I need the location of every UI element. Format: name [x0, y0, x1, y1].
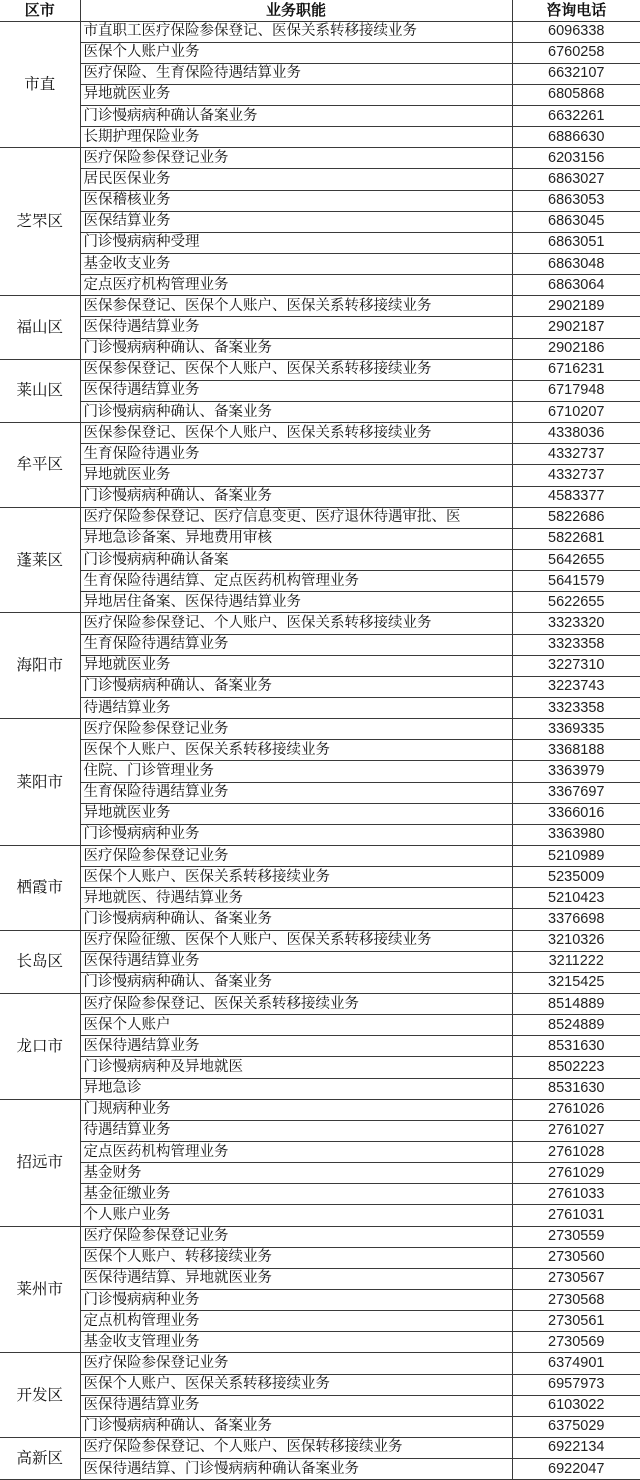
table-row: [0, 148, 640, 169]
phone-cell: 2902187: [512, 317, 640, 338]
table-row: [0, 528, 640, 549]
phone-cell: 3210326: [512, 930, 640, 951]
phone-cell: 2730561: [512, 1311, 640, 1332]
function-cell: 门规病种业务: [80, 1099, 512, 1120]
function-cell: 异地居住备案、医保待遇结算业务: [80, 592, 512, 613]
function-cell: 医保稽核业务: [80, 190, 512, 211]
function-cell: 医保待遇结算、异地就医业务: [80, 1268, 512, 1289]
table-row: [0, 486, 640, 507]
phone-cell: 2761026: [512, 1099, 640, 1120]
function-cell: 医保待遇结算、门诊慢病病种确认备案业务: [80, 1459, 512, 1480]
phone-cell: 5822681: [512, 528, 640, 549]
phone-cell: 2761029: [512, 1163, 640, 1184]
district-cell: 开发区: [0, 1353, 80, 1438]
phone-cell: 5641579: [512, 571, 640, 592]
district-cell: 莱阳市: [0, 719, 80, 846]
table-row: [0, 634, 640, 655]
phone-cell: 6632107: [512, 63, 640, 84]
function-cell: 医保待遇结算业务: [80, 1036, 512, 1057]
phone-cell: 3367697: [512, 782, 640, 803]
function-cell: 异地就医业务: [80, 655, 512, 676]
phone-cell: 6760258: [512, 42, 640, 63]
function-cell: 长期护理保险业务: [80, 127, 512, 148]
phone-cell: 3323358: [512, 698, 640, 719]
function-cell: 住院、门诊管理业务: [80, 761, 512, 782]
phone-cell: 6805868: [512, 84, 640, 105]
table-row: [0, 909, 640, 930]
phone-cell: 3368188: [512, 740, 640, 761]
table-row: [0, 845, 640, 866]
function-cell: 门诊慢病病种确认、备案业务: [80, 909, 512, 930]
phone-cell: 2761028: [512, 1141, 640, 1162]
district-cell: 栖霞市: [0, 845, 80, 930]
table-row: [0, 1459, 640, 1480]
phone-cell: 6863053: [512, 190, 640, 211]
table-row: [0, 338, 640, 359]
phone-cell: 6886630: [512, 127, 640, 148]
phone-cell: 3363979: [512, 761, 640, 782]
table-row: [0, 63, 640, 84]
table-row: [0, 867, 640, 888]
function-cell: 医保参保登记、医保个人账户、医保关系转移接续业务: [80, 296, 512, 317]
header-district: 区市: [0, 0, 80, 21]
district-cell: 莱山区: [0, 359, 80, 422]
function-cell: 基金收支管理业务: [80, 1332, 512, 1353]
district-cell: 牟平区: [0, 423, 80, 508]
phone-cell: 5622655: [512, 592, 640, 613]
table-row: [0, 1099, 640, 1120]
district-cell: 市直: [0, 21, 80, 148]
district-cell: 莱州市: [0, 1226, 80, 1353]
function-cell: 异地就医业务: [80, 803, 512, 824]
function-cell: 居民医保业务: [80, 169, 512, 190]
table-row: [0, 42, 640, 63]
table-row: [0, 592, 640, 613]
phone-cell: 4338036: [512, 423, 640, 444]
table-row: [0, 993, 640, 1014]
district-cell: 海阳市: [0, 613, 80, 719]
function-cell: 医保个人账户: [80, 1015, 512, 1036]
phone-cell: 4332737: [512, 444, 640, 465]
function-cell: 异地就医业务: [80, 465, 512, 486]
table-row: [0, 1332, 640, 1353]
function-cell: 医保个人账户业务: [80, 42, 512, 63]
function-cell: 门诊慢病病种业务: [80, 824, 512, 845]
function-cell: 生育保险待遇结算业务: [80, 634, 512, 655]
function-cell: 生育保险待遇业务: [80, 444, 512, 465]
phone-cell: 6863051: [512, 232, 640, 253]
function-cell: 门诊慢病病种受理: [80, 232, 512, 253]
table-row: [0, 402, 640, 423]
phone-cell: 8514889: [512, 993, 640, 1014]
table-row: [0, 1205, 640, 1226]
phone-cell: 6957973: [512, 1374, 640, 1395]
phone-cell: 2761027: [512, 1120, 640, 1141]
phone-cell: 8502223: [512, 1057, 640, 1078]
table-row: [0, 740, 640, 761]
phone-cell: 3376698: [512, 909, 640, 930]
function-cell: 定点机构管理业务: [80, 1311, 512, 1332]
phone-cell: 2730569: [512, 1332, 640, 1353]
phone-cell: 3366016: [512, 803, 640, 824]
table-row: [0, 444, 640, 465]
district-cell: 高新区: [0, 1437, 80, 1479]
table-row: [0, 719, 640, 740]
function-cell: 医保个人账户、转移接续业务: [80, 1247, 512, 1268]
phone-cell: 8524889: [512, 1015, 640, 1036]
function-cell: 生育保险待遇结算、定点医药机构管理业务: [80, 571, 512, 592]
function-cell: 异地急诊备案、异地费用审核: [80, 528, 512, 549]
phone-cell: 6863027: [512, 169, 640, 190]
phone-cell: 4583377: [512, 486, 640, 507]
phone-cell: 2761033: [512, 1184, 640, 1205]
table-row: [0, 1437, 640, 1458]
phone-cell: 4332737: [512, 465, 640, 486]
phone-cell: 6717948: [512, 380, 640, 401]
phone-cell: 6863064: [512, 275, 640, 296]
phone-cell: 8531630: [512, 1078, 640, 1099]
table-row: [0, 930, 640, 951]
phone-cell: 3211222: [512, 951, 640, 972]
function-cell: 门诊慢病病种确认、备案业务: [80, 1416, 512, 1437]
table-row: [0, 1057, 640, 1078]
function-cell: 医疗保险、生育保险待遇结算业务: [80, 63, 512, 84]
district-cell: 长岛区: [0, 930, 80, 993]
phone-cell: 3323358: [512, 634, 640, 655]
function-cell: 市直职工医疗保险参保登记、医保关系转移接续业务: [80, 21, 512, 42]
function-cell: 基金收支业务: [80, 254, 512, 275]
table-row: [0, 1247, 640, 1268]
table-row: [0, 550, 640, 571]
table-row: [0, 190, 640, 211]
phone-cell: 3215425: [512, 972, 640, 993]
table-body: [0, 21, 640, 1480]
function-cell: 医疗保险参保登记业务: [80, 719, 512, 740]
function-cell: 医保待遇结算业务: [80, 951, 512, 972]
phone-cell: 6922134: [512, 1437, 640, 1458]
table-row: [0, 824, 640, 845]
function-cell: 医保参保登记、医保个人账户、医保关系转移接续业务: [80, 423, 512, 444]
phone-cell: 6374901: [512, 1353, 640, 1374]
table-row: [0, 106, 640, 127]
function-cell: 医疗保险参保登记业务: [80, 1353, 512, 1374]
table-header-row: [0, 0, 640, 21]
function-cell: 医疗保险参保登记业务: [80, 1226, 512, 1247]
table-row: [0, 698, 640, 719]
function-cell: 基金征缴业务: [80, 1184, 512, 1205]
function-cell: 门诊慢病病种确认备案: [80, 550, 512, 571]
function-cell: 医保个人账户、医保关系转移接续业务: [80, 740, 512, 761]
table-row: [0, 380, 640, 401]
table-row: [0, 803, 640, 824]
table-row: [0, 782, 640, 803]
header-phone: 咨询电话: [512, 0, 640, 21]
table-row: [0, 275, 640, 296]
function-cell: 医保个人账户、医保关系转移接续业务: [80, 867, 512, 888]
function-cell: 医保参保登记、医保个人账户、医保关系转移接续业务: [80, 359, 512, 380]
function-cell: 基金财务: [80, 1163, 512, 1184]
phone-cell: 2730560: [512, 1247, 640, 1268]
district-cell: 龙口市: [0, 993, 80, 1099]
function-cell: 医疗保险参保登记、医疗信息变更、医疗退休待遇审批、医: [80, 507, 512, 528]
table-row: [0, 888, 640, 909]
table-row: [0, 296, 640, 317]
table-row: [0, 507, 640, 528]
district-cell: 芝罘区: [0, 148, 80, 296]
function-cell: 待遇结算业务: [80, 698, 512, 719]
phone-cell: 6632261: [512, 106, 640, 127]
phone-cell: 2730567: [512, 1268, 640, 1289]
phone-cell: 5235009: [512, 867, 640, 888]
function-cell: 定点医疗机构管理业务: [80, 275, 512, 296]
phone-cell: 3363980: [512, 824, 640, 845]
table-row: [0, 761, 640, 782]
function-cell: 医保待遇结算业务: [80, 317, 512, 338]
phone-cell: 2902186: [512, 338, 640, 359]
table-row: [0, 1141, 640, 1162]
phone-cell: 6716231: [512, 359, 640, 380]
phone-cell: 6863045: [512, 211, 640, 232]
district-cell: 福山区: [0, 296, 80, 359]
function-cell: 医疗保险参保登记、医保关系转移接续业务: [80, 993, 512, 1014]
function-cell: 医疗保险参保登记、个人账户、医保转移接续业务: [80, 1437, 512, 1458]
district-cell: 蓬莱区: [0, 507, 80, 613]
function-cell: 医保结算业务: [80, 211, 512, 232]
table-row: [0, 254, 640, 275]
table-row: [0, 1353, 640, 1374]
function-cell: 门诊慢病病种确认、备案业务: [80, 402, 512, 423]
table-row: [0, 1184, 640, 1205]
table-row: [0, 423, 640, 444]
function-cell: 医疗保险参保登记、个人账户、医保关系转移接续业务: [80, 613, 512, 634]
phone-cell: 3323320: [512, 613, 640, 634]
table-row: [0, 1120, 640, 1141]
table-row: [0, 1374, 640, 1395]
function-cell: 门诊慢病病种确认备案业务: [80, 106, 512, 127]
phone-cell: 5210423: [512, 888, 640, 909]
function-cell: 生育保险待遇结算业务: [80, 782, 512, 803]
table-row: [0, 1226, 640, 1247]
function-cell: 异地就医业务: [80, 84, 512, 105]
table-row: [0, 169, 640, 190]
table-row: [0, 127, 640, 148]
table-row: [0, 359, 640, 380]
table-row: [0, 211, 640, 232]
function-cell: 医保个人账户、医保关系转移接续业务: [80, 1374, 512, 1395]
phone-cell: 6375029: [512, 1416, 640, 1437]
phone-cell: 6863048: [512, 254, 640, 275]
table-row: [0, 1163, 640, 1184]
function-cell: 门诊慢病病种确认、备案业务: [80, 972, 512, 993]
table-row: [0, 951, 640, 972]
phone-cell: 2761031: [512, 1205, 640, 1226]
function-cell: 门诊慢病病种业务: [80, 1289, 512, 1310]
district-cell: 招远市: [0, 1099, 80, 1226]
table-row: [0, 465, 640, 486]
function-cell: 门诊慢病病种确认、备案业务: [80, 338, 512, 359]
function-cell: 个人账户业务: [80, 1205, 512, 1226]
function-cell: 门诊慢病病种及异地就医: [80, 1057, 512, 1078]
table-row: [0, 1289, 640, 1310]
phone-cell: 3227310: [512, 655, 640, 676]
table-row: [0, 1078, 640, 1099]
table-row: [0, 317, 640, 338]
phone-cell: 2902189: [512, 296, 640, 317]
phone-cell: 5210989: [512, 845, 640, 866]
function-cell: 异地就医、待遇结算业务: [80, 888, 512, 909]
phone-cell: 6096338: [512, 21, 640, 42]
phone-cell: 5642655: [512, 550, 640, 571]
function-cell: 医疗保险参保登记业务: [80, 148, 512, 169]
phone-cell: 3369335: [512, 719, 640, 740]
table-row: [0, 1268, 640, 1289]
table-row: [0, 1416, 640, 1437]
phone-cell: 3223743: [512, 676, 640, 697]
phone-cell: 6922047: [512, 1459, 640, 1480]
header-function: 业务职能: [80, 0, 512, 21]
phone-cell: 6103022: [512, 1395, 640, 1416]
table-row: [0, 613, 640, 634]
phone-cell: 2730559: [512, 1226, 640, 1247]
function-cell: 定点医药机构管理业务: [80, 1141, 512, 1162]
function-cell: 医保待遇结算业务: [80, 380, 512, 401]
phone-cell: 5822686: [512, 507, 640, 528]
table-row: [0, 84, 640, 105]
function-cell: 门诊慢病病种确认、备案业务: [80, 486, 512, 507]
function-cell: 待遇结算业务: [80, 1120, 512, 1141]
table-row: [0, 1395, 640, 1416]
table-row: [0, 571, 640, 592]
table-row: [0, 972, 640, 993]
table-row: [0, 1015, 640, 1036]
function-cell: 门诊慢病病种确认、备案业务: [80, 676, 512, 697]
table-row: [0, 21, 640, 42]
table-row: [0, 1036, 640, 1057]
function-cell: 医保待遇结算业务: [80, 1395, 512, 1416]
function-cell: 医疗保险征缴、医保个人账户、医保关系转移接续业务: [80, 930, 512, 951]
table-row: [0, 655, 640, 676]
table-row: [0, 676, 640, 697]
phone-cell: 8531630: [512, 1036, 640, 1057]
function-cell: 异地急诊: [80, 1078, 512, 1099]
phone-cell: 2730568: [512, 1289, 640, 1310]
phone-cell: 6203156: [512, 148, 640, 169]
table-row: [0, 1311, 640, 1332]
function-cell: 医疗保险参保登记业务: [80, 845, 512, 866]
phone-cell: 6710207: [512, 402, 640, 423]
table-row: [0, 232, 640, 253]
